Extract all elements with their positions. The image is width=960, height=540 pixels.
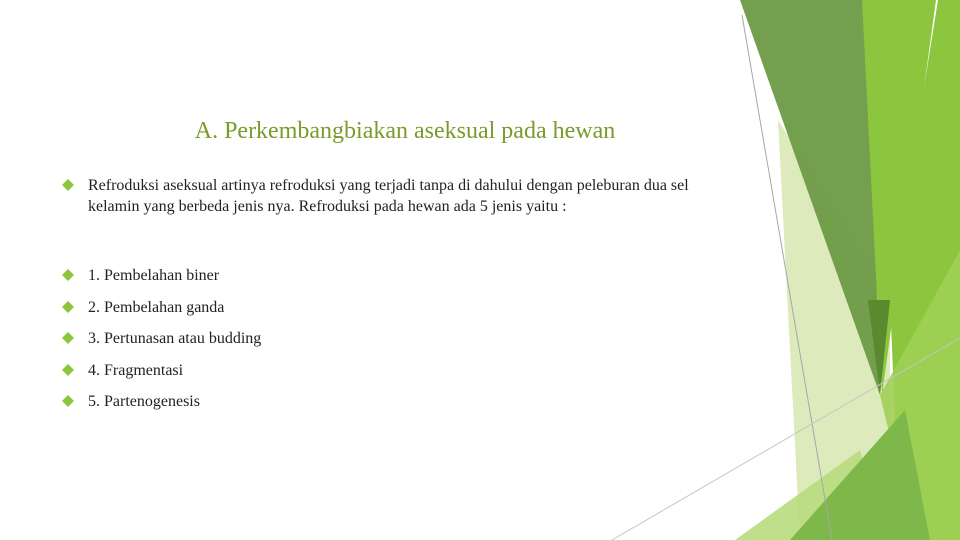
diamond-bullet-icon: [62, 332, 74, 344]
diamond-bullet-icon: [62, 301, 74, 313]
slide-title: A. Perkembangbiakan aseksual pada hewan: [194, 118, 616, 144]
list-item: [62, 391, 742, 412]
list-item: [62, 360, 742, 381]
list-item: [62, 265, 742, 286]
diamond-bullet-icon: [62, 269, 74, 281]
diamond-bullet-icon: [62, 179, 74, 191]
diamond-bullet-icon: [62, 364, 74, 376]
list-item: [62, 328, 742, 349]
item-text: 5. Partenogenesis: [88, 393, 200, 410]
diamond-bullet-icon: [62, 395, 74, 407]
item-text: 4. Fragmentasi: [88, 361, 184, 379]
intro-text: Refroduksi aseksual artinya refroduksi yang terjadi tanpa di dahului dengan peleburan dua sel kelamin yang berbeda jenis nya. Refroduksi pada hewan ada 5 jenis yaitu :: [88, 177, 689, 215]
bullet-list: [62, 175, 742, 412]
item-text: 3. Pertunasan atau budding: [88, 330, 262, 347]
item-text: 2. Pembelahan ganda: [88, 298, 225, 316]
list-item: [62, 297, 742, 318]
list-item: [62, 175, 742, 217]
item-text: 1. Pembelahan biner: [88, 267, 220, 284]
